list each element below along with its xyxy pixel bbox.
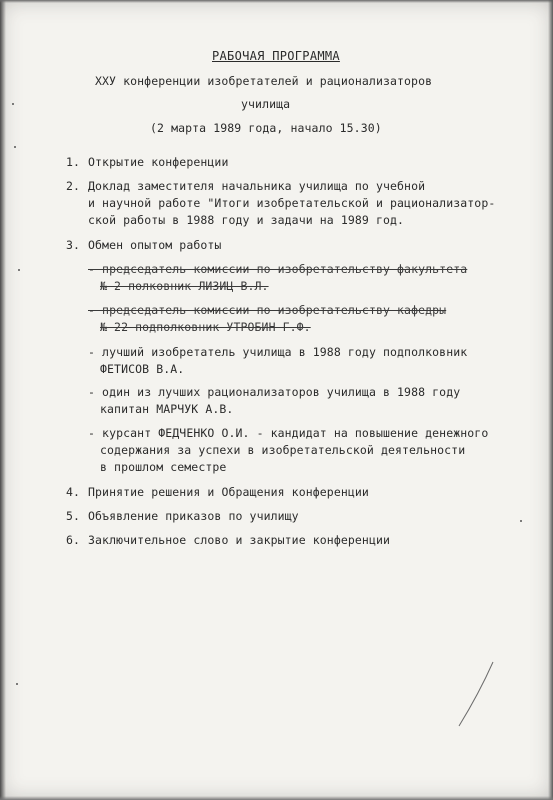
subitem-2-line-1: - председатель комиссии по изобретательству кафедры: [88, 303, 447, 317]
item-number-3: 3.: [66, 238, 81, 252]
item-number-2: 2.: [66, 179, 81, 193]
scan-edge-left: [0, 0, 6, 800]
scan-edge-right: [548, 0, 553, 800]
document-date-line: (2 марта 1989 года, начало 15.30): [150, 121, 382, 135]
item-4-line-1: Принятие решения и Обращения конференции: [88, 485, 369, 499]
item-2-line-2: и научной работе "Итоги изобретательской и рационализатор-: [88, 196, 496, 210]
document-subtitle-line2: училища: [241, 97, 291, 111]
subitem-5-line-1: - курсант ФЕДЧЕНКО О.И. - кандидат на повышение денежного: [88, 426, 489, 440]
subitem-2-line-2: № 22 подполковник УТРОБИН Г.Ф.: [100, 320, 311, 334]
item-number-5: 5.: [66, 509, 81, 523]
scan-speck: [14, 146, 16, 148]
item-number-1: 1.: [66, 155, 81, 169]
subitem-4-line-2: капитан МАРЧУК А.В.: [100, 402, 234, 416]
document-subtitle-line1: XXУ конференции изобретателей и рационализаторов: [95, 74, 433, 88]
subitem-4-line-1: - один из лучших рационализаторов училища в 1988 году: [88, 385, 461, 399]
subitem-5-line-3: в прошлом семестре: [100, 460, 227, 474]
subitem-3-line-1: - лучший изобретатель училища в 1988 году подполковник: [88, 345, 468, 359]
scan-speck: [16, 683, 18, 685]
item-6-line-1: Заключительное слово и закрытие конференции: [88, 533, 391, 547]
subitem-1-line-2: № 2 полковник ЛИЗИЦ В.Л.: [100, 279, 269, 293]
scan-edge-top: [0, 0, 553, 3]
item-number-6: 6.: [66, 533, 81, 547]
item-3-line-1: Обмен опытом работы: [88, 238, 222, 252]
scan-speck: [18, 269, 20, 271]
subitem-1-line-1: - председатель комиссии по изобретательству факультета: [88, 262, 468, 276]
item-5-line-1: Объявление приказов по училищу: [88, 509, 299, 523]
scan-edge-bottom: [0, 796, 553, 800]
item-1-line-1: Открытие конференции: [88, 155, 229, 169]
scan-speck: [12, 103, 14, 105]
item-2-line-1: Доклад заместителя начальника училища по учебной: [88, 179, 426, 193]
subitem-3-line-2: ФЕТИСОВ В.А.: [100, 362, 185, 376]
pen-stroke-mark: [455, 660, 495, 730]
item-2-line-3: ской работы в 1988 году и задачи на 1989 год.: [88, 213, 405, 227]
document-title: РАБОЧАЯ ПРОГРАММА: [212, 49, 340, 63]
subitem-5-line-2: содержания за успехи в изобретательской деятельности: [100, 443, 466, 457]
scan-speck: [520, 520, 522, 522]
item-number-4: 4.: [66, 485, 81, 499]
